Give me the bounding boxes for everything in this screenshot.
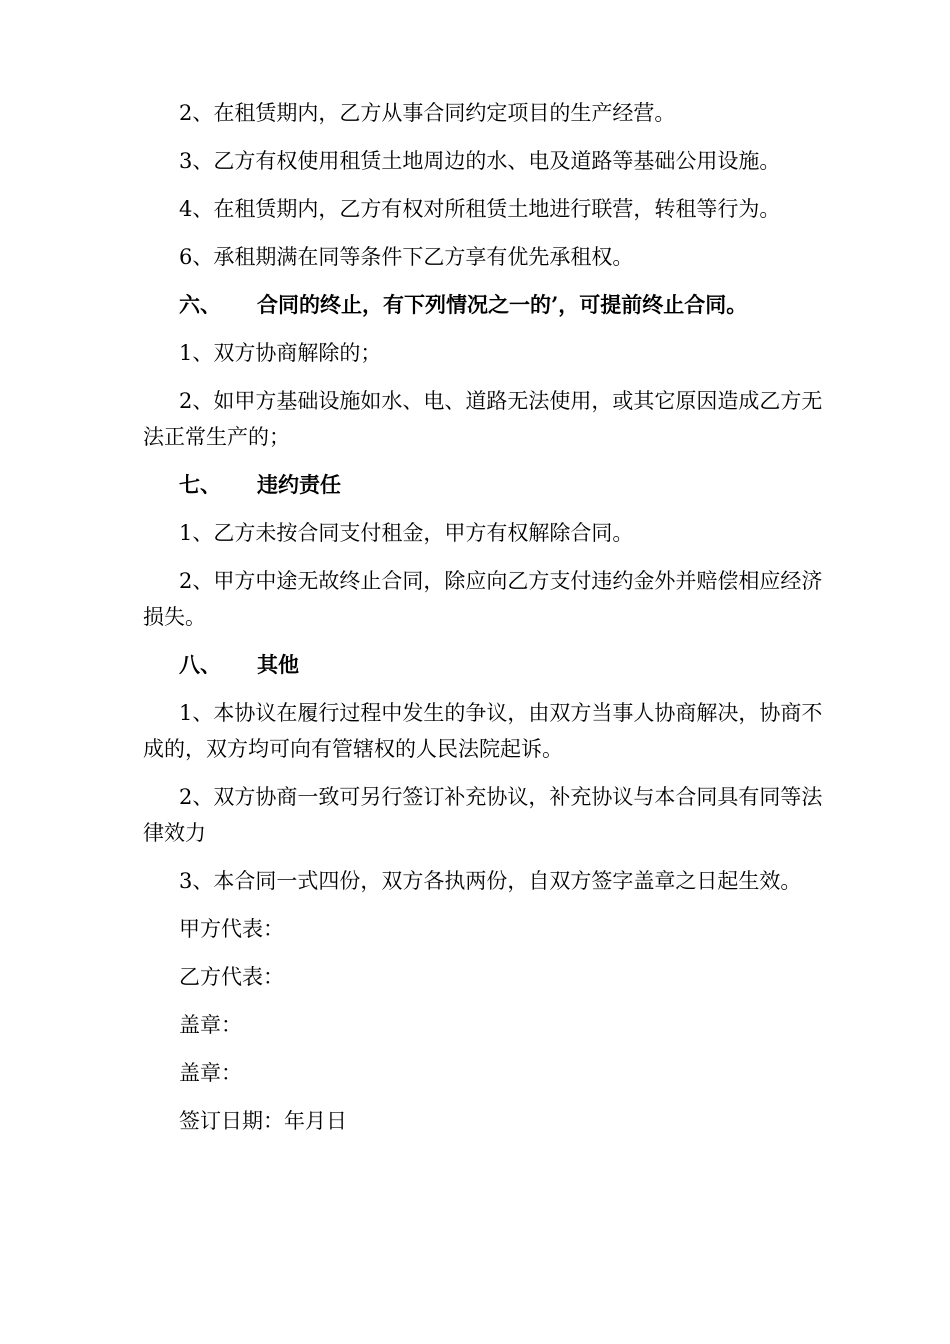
clause-paragraph: 2、如甲方基础设施如水、电、道路无法使用，或其它原因造成乙方无法正常生产的； [143, 389, 823, 449]
clause-paragraph: 6、承租期满在同等条件下乙方享有优先承租权。 [179, 245, 634, 269]
section-title: 合同的终止，有下列情况之一的’，可提前终止合同。 [257, 292, 748, 317]
clause-paragraph: 3、本合同一式四份，双方各执两份，自双方签字盖章之日起生效。 [179, 869, 802, 893]
section-number: 八、 [179, 652, 221, 677]
party-b-representative: 乙方代表： [179, 965, 284, 989]
seal-line: 盖章： [179, 1061, 242, 1085]
clause-paragraph: 3、乙方有权使用租赁土地周边的水、电及道路等基础公用设施。 [179, 149, 781, 173]
section-title: 其他 [257, 652, 299, 677]
section-number: 七、 [179, 472, 221, 497]
document-page [143, 95, 823, 1151]
section-heading-termination [143, 287, 823, 323]
clause-paragraph: 4、在租赁期内，乙方有权对所租赁土地进行联营，转租等行为。 [179, 197, 781, 221]
clause-paragraph: 1、本协议在履行过程中发生的争议，由双方当事人协商解决，协商不成的，双方均可向有管辖权的人民法院起诉。 [143, 701, 823, 761]
signing-date: 签订日期：年月日 [179, 1109, 347, 1133]
section-number: 六、 [179, 292, 221, 317]
clause-paragraph: 2、在租赁期内，乙方从事合同约定项目的生产经营。 [179, 101, 676, 125]
section-title: 违约责任 [257, 472, 341, 497]
clause-paragraph: 1、双方协商解除的； [179, 341, 382, 365]
party-a-representative: 甲方代表： [179, 917, 284, 941]
clause-paragraph: 1、乙方未按合同支付租金，甲方有权解除合同。 [179, 521, 634, 545]
section-heading-other [143, 647, 823, 683]
section-heading-liability [143, 467, 823, 503]
clause-paragraph: 2、双方协商一致可另行签订补充协议，补充协议与本合同具有同等法律效力 [143, 785, 823, 845]
seal-line: 盖章： [179, 1013, 242, 1037]
clause-paragraph: 2、甲方中途无故终止合同，除应向乙方支付违约金外并赔偿相应经济损失。 [143, 569, 823, 629]
